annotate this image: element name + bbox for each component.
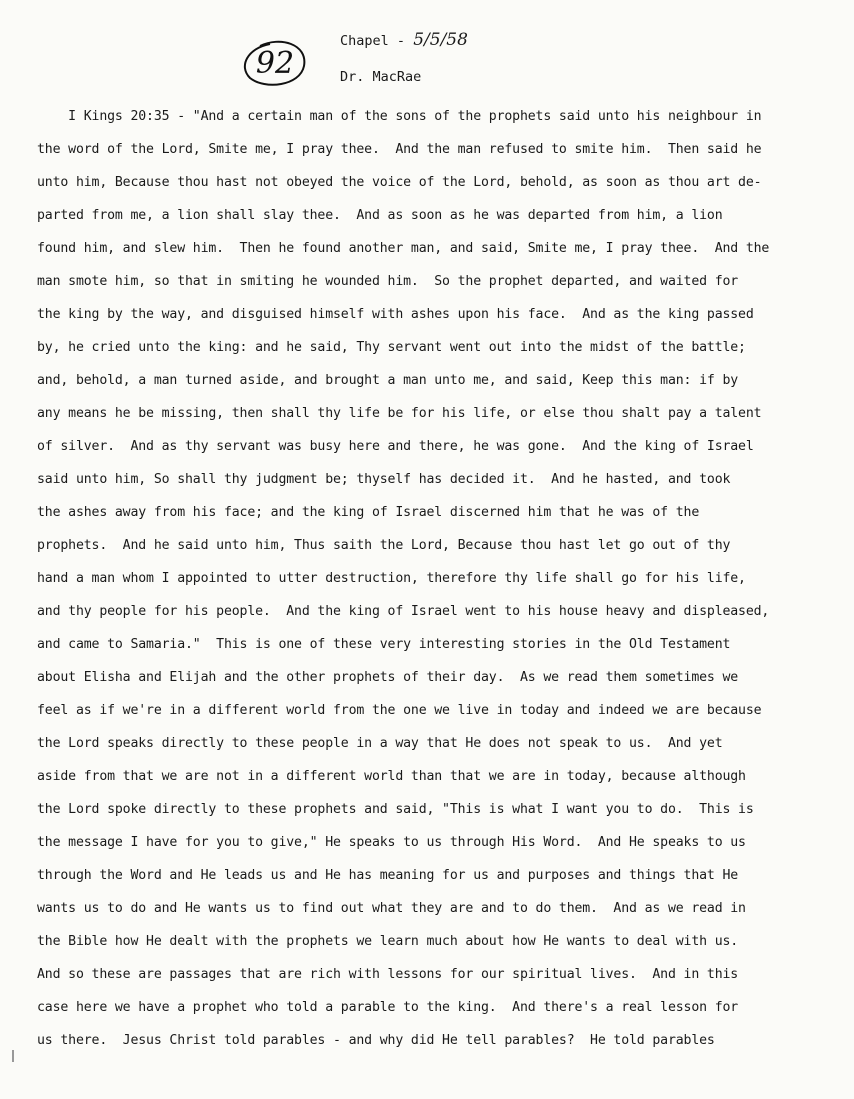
text-line: through the Word and He leads us and He has meaning for us and purposes and things that He xyxy=(37,868,739,883)
text-line: and came to Samaria." This is one of these very interesting stories in the Old Testament xyxy=(37,637,731,652)
text-line: aside from that we are not in a different world than that we are in today, because although xyxy=(37,769,746,784)
header-title: Chapel xyxy=(340,33,389,49)
text-line: the Lord speaks directly to these people in a way that He does not speak to us. And yet xyxy=(37,736,723,751)
text-line: any means he be missing, then shall thy life be for his life, or else thou shalt pay a talent xyxy=(37,406,762,421)
text-line: case here we have a prophet who told a parable to the king. And there's a real lesson for xyxy=(37,1000,739,1015)
page-number-circle xyxy=(240,36,310,90)
text-line: the Lord spoke directly to these prophets and said, "This is what I want you to do. This is xyxy=(37,802,754,817)
document-body xyxy=(37,100,827,1057)
text-line: the word of the Lord, Smite me, I pray thee. And the man refused to smite him. Then said he xyxy=(37,142,762,157)
page-number: 92 xyxy=(255,45,295,81)
text-line: about Elisha and Elijah and the other prophets of their day. As we read them sometimes we xyxy=(37,670,739,685)
text-line: the king by the way, and disguised himself with ashes upon his face. And as the king passed xyxy=(37,307,754,322)
text-line: parted from me, a lion shall slay thee. And as soon as he was departed from him, a lion xyxy=(37,208,723,223)
text-line: unto him, Because thou hast not obeyed the voice of the Lord, behold, as soon as thou art de- xyxy=(37,175,762,190)
text-line: I Kings 20:35 - "And a certain man of the sons of the prophets said unto his neighbour in xyxy=(37,109,762,124)
header-title-line xyxy=(340,22,468,59)
text-line: hand a man whom I appointed to utter destruction, therefore thy life shall go for his life, xyxy=(37,571,746,586)
text-line: the message I have for you to give," He speaks to us through His Word. And He speaks to us xyxy=(37,835,746,850)
text-line: the ashes away from his face; and the king of Israel discerned him that he was of the xyxy=(37,505,700,520)
text-line: us there. Jesus Christ told parables - and why did He tell parables? He told parables xyxy=(37,1033,715,1048)
text-line: And so these are passages that are rich with lessons for our spiritual lives. And in this xyxy=(37,967,739,982)
text-line: prophets. And he said unto him, Thus saith the Lord, Because thou hast let go out of thy xyxy=(37,538,731,553)
text-line: and, behold, a man turned aside, and brought a man unto me, and said, Keep this man: if by xyxy=(37,373,739,388)
document-header xyxy=(340,22,468,95)
margin-mark xyxy=(12,1050,14,1062)
text-line: and thy people for his people. And the king of Israel went to his house heavy and displeased, xyxy=(37,604,770,619)
header-dash: - xyxy=(396,33,406,49)
text-line: by, he cried unto the king: and he said, Thy servant went out into the midst of the battle; xyxy=(37,340,746,355)
text-line: found him, and slew him. Then he found another man, and said, Smite me, I pray thee. And the xyxy=(37,241,770,256)
text-line: of silver. And as thy servant was busy here and there, he was gone. And the king of Israel xyxy=(37,439,754,454)
text-line: man smote him, so that in smiting he wounded him. So the prophet departed, and waited for xyxy=(37,274,739,289)
text-line: the Bible how He dealt with the prophets we learn much about how He wants to deal with us. xyxy=(37,934,739,949)
text-line: said unto him, So shall thy judgment be; thyself has decided it. And he hasted, and took xyxy=(37,472,731,487)
header-date: 5/5/58 xyxy=(413,30,468,50)
text-line: feel as if we're in a different world from the one we live in today and indeed we are because xyxy=(37,703,762,718)
text-line: wants us to do and He wants us to find out what they are and to do them. And as we read in xyxy=(37,901,746,916)
header-speaker: Dr. MacRae xyxy=(340,69,422,85)
